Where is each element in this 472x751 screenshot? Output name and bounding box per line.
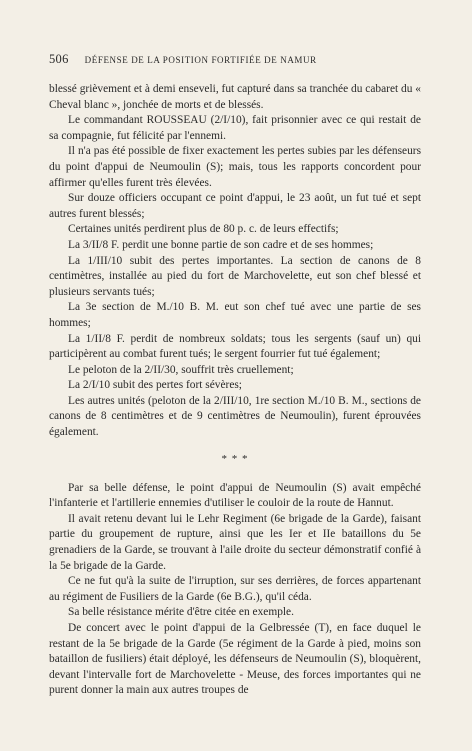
page	[49, 52, 421, 699]
paragraph: Il n'a pas été possible de fixer exactement les pertes subies par les défenseurs du point d'appui de Neumoulin (S); mais, tous les rapports concordent pour affirmer qu'elles furent très élevées.	[49, 145, 421, 189]
paragraph: Il avait retenu devant lui le Lehr Regiment (6e brigade de la Garde), faisant partie du groupement de rupture, ainsi que les Ier et IIe bataillons du 5e grenadiers de la Garde, se trouvant à l'aile droite du secteur démonstratif confié à la 5e brigade de la Garde.	[49, 512, 421, 572]
paragraph: Ce ne fut qu'à la suite de l'irruption, sur ses derrières, de forces appartenant au régiment de Fusiliers de la Garde (6e B.G.), qu'il céda.	[49, 575, 421, 603]
body-text-bottom	[49, 481, 421, 699]
paragraph: Les autres unités (peloton de la 2/III/10, 1re section M./10 B. M., sections de canons de 8 centimètres et de 9 centimètres de Neumoulin), furent éprouvées également.	[49, 394, 421, 439]
paragraph: La 1/II/8 F. perdit de nombreux soldats; tous les sergents (sauf un) qui participèrent au combat furent tués; le sergent fourrier fut tué également;	[49, 332, 421, 361]
paragraph: Le commandant ROUSSEAU (2/I/10), fait prisonnier avec ce qui restait de sa compagnie, fut félicité par l'ennemi.	[49, 114, 421, 142]
body-text-top	[49, 82, 421, 441]
running-title: DÉFENSE DE LA POSITION FORTIFIÉE DE NAMUR	[84, 55, 317, 65]
paragraph: La 1/III/10 subit des pertes importantes. La section de canons de 8 centimètres, installée au pied du fort de Marchovelette, eut son chef blessé et plusieurs servants tués;	[49, 254, 421, 298]
paragraph: Par sa belle défense, le point d'appui de Neumoulin (S) avait empêché l'infanterie et l'artillerie ennemies d'utiliser le couloir de la route de Hannut.	[49, 481, 421, 510]
page-header	[49, 52, 421, 72]
paragraph: De concert avec le point d'appui de la Gelbressée (T), en face duquel le restant de la 5e brigade de la Garde (5e régiment de la Garde à pied, moins son bataillon de fusiliers) était déployé, les défenseurs de Neumoulin (S), bloquèrent, devant l'intervalle fort de Marchovelette - Meuse, des forces importantes qui ne purent donner la main aux autres troupes de	[49, 622, 421, 697]
paragraph: La 3/II/8 F. perdit une bonne partie de son cadre et de ses hommes;	[68, 238, 374, 251]
paragraph: La 3e section de M./10 B. M. eut son chef tué avec une partie de ses hommes;	[49, 301, 421, 329]
page-number: 506	[49, 52, 69, 66]
paragraph: Sur douze officiers occupant ce point d'appui, le 23 août, un fut tué et sept autres furent blessés;	[49, 192, 421, 220]
section-separator: * * *	[221, 452, 249, 465]
paragraph: La 2/I/10 subit des pertes fort sévères;	[68, 379, 242, 392]
paragraph: Le peloton de la 2/II/30, souffrit très cruellement;	[68, 363, 294, 376]
paragraph: Certaines unités perdirent plus de 80 p. c. de leurs effectifs;	[68, 223, 339, 236]
paragraph: blessé grièvement et à demi enseveli, fut capturé dans sa tranchée du cabaret du « Cheval blanc », jonchée de morts et de blessés.	[49, 83, 421, 111]
paragraph: Sa belle résistance mérite d'être citée en exemple.	[68, 606, 294, 619]
